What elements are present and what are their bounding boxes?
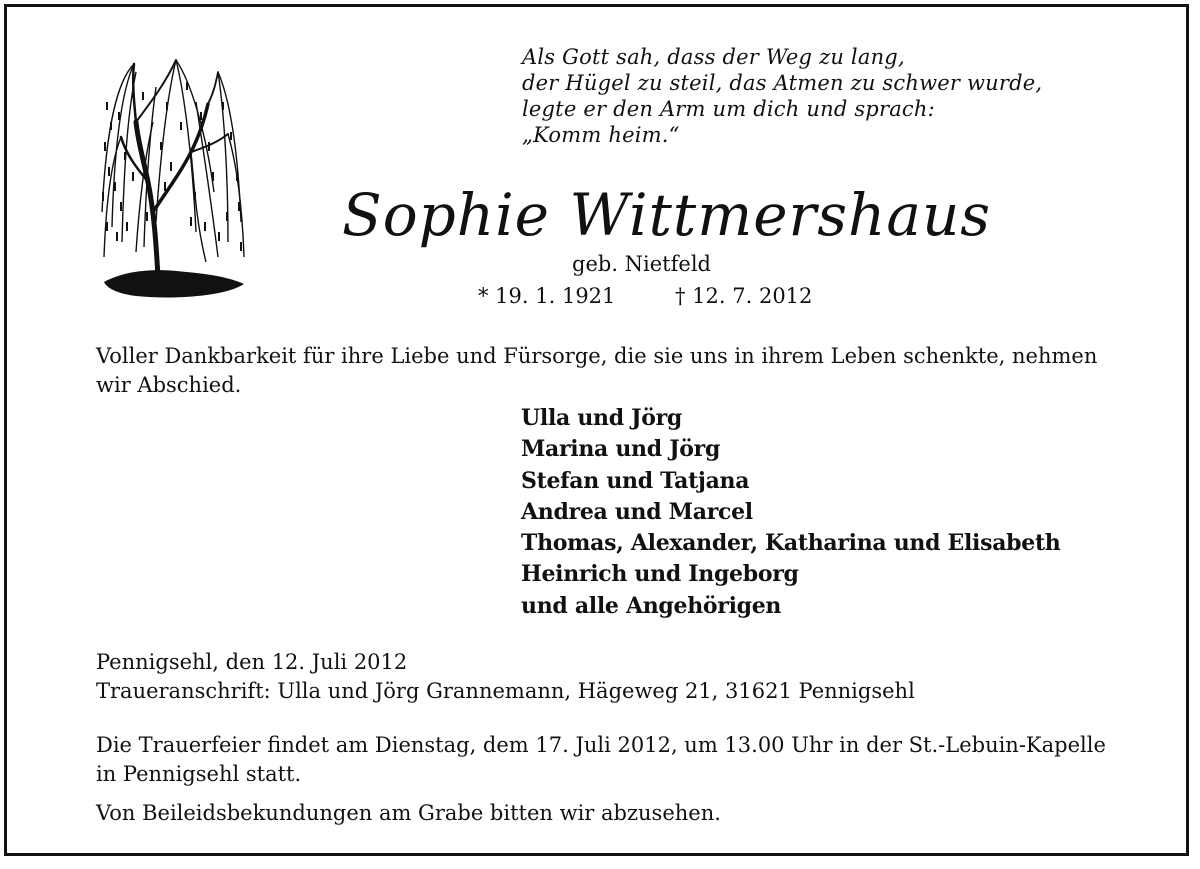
place-date: Pennigsehl, den 12. Juli 2012 — [96, 650, 408, 674]
poem-line: Als Gott sah, dass der Weg zu lang, — [522, 45, 905, 69]
birth-date: * 19. 1. 1921 — [478, 284, 616, 308]
maiden-name: geb. Nietfeld — [572, 252, 711, 276]
mourners-list — [521, 403, 1061, 622]
poem — [522, 44, 1042, 148]
poem-line: der Hügel zu steil, das Atmen zu schwer wurde, — [522, 71, 1043, 95]
mourner-entry: Heinrich und Ingeborg — [521, 561, 799, 588]
death-date: † 12. 7. 2012 — [675, 284, 813, 308]
weeping-willow-icon — [96, 42, 246, 304]
mourner-entry: Thomas, Alexander, Katharina und Elisabeth — [521, 530, 1061, 557]
service-info: Die Trauerfeier findet am Dienstag, dem 17. Juli 2012, um 13.00 Uhr in der St.-Lebuin-Kapelle in Pennigsehl statt. — [96, 733, 1106, 786]
poem-line: „Komm heim.“ — [522, 123, 680, 147]
condolences-note: Von Beileidsbekundungen am Grabe bitten wir abzusehen. — [96, 801, 721, 825]
mourner-entry: Ulla und Jörg — [521, 405, 683, 431]
mourner-entry: und alle Angehörigen — [521, 592, 782, 619]
mourning-address: Traueranschrift: Ulla und Jörg Grannemann, Hägeweg 21, 31621 Pennigsehl — [96, 679, 915, 703]
poem-line: legte er den Arm um dich und sprach: — [522, 97, 935, 121]
mourner-entry: Stefan und Tatjana — [521, 467, 750, 494]
mourner-entry: Andrea und Marcel — [521, 498, 753, 525]
deceased-name: Sophie Wittmershaus — [342, 181, 992, 249]
gratitude-text: Voller Dankbarkeit für ihre Liebe und Fürsorge, die sie uns in ihrem Leben schenkte, nehmen wir Abschied. — [96, 344, 1098, 397]
mourner-entry: Marina und Jörg — [521, 436, 721, 463]
